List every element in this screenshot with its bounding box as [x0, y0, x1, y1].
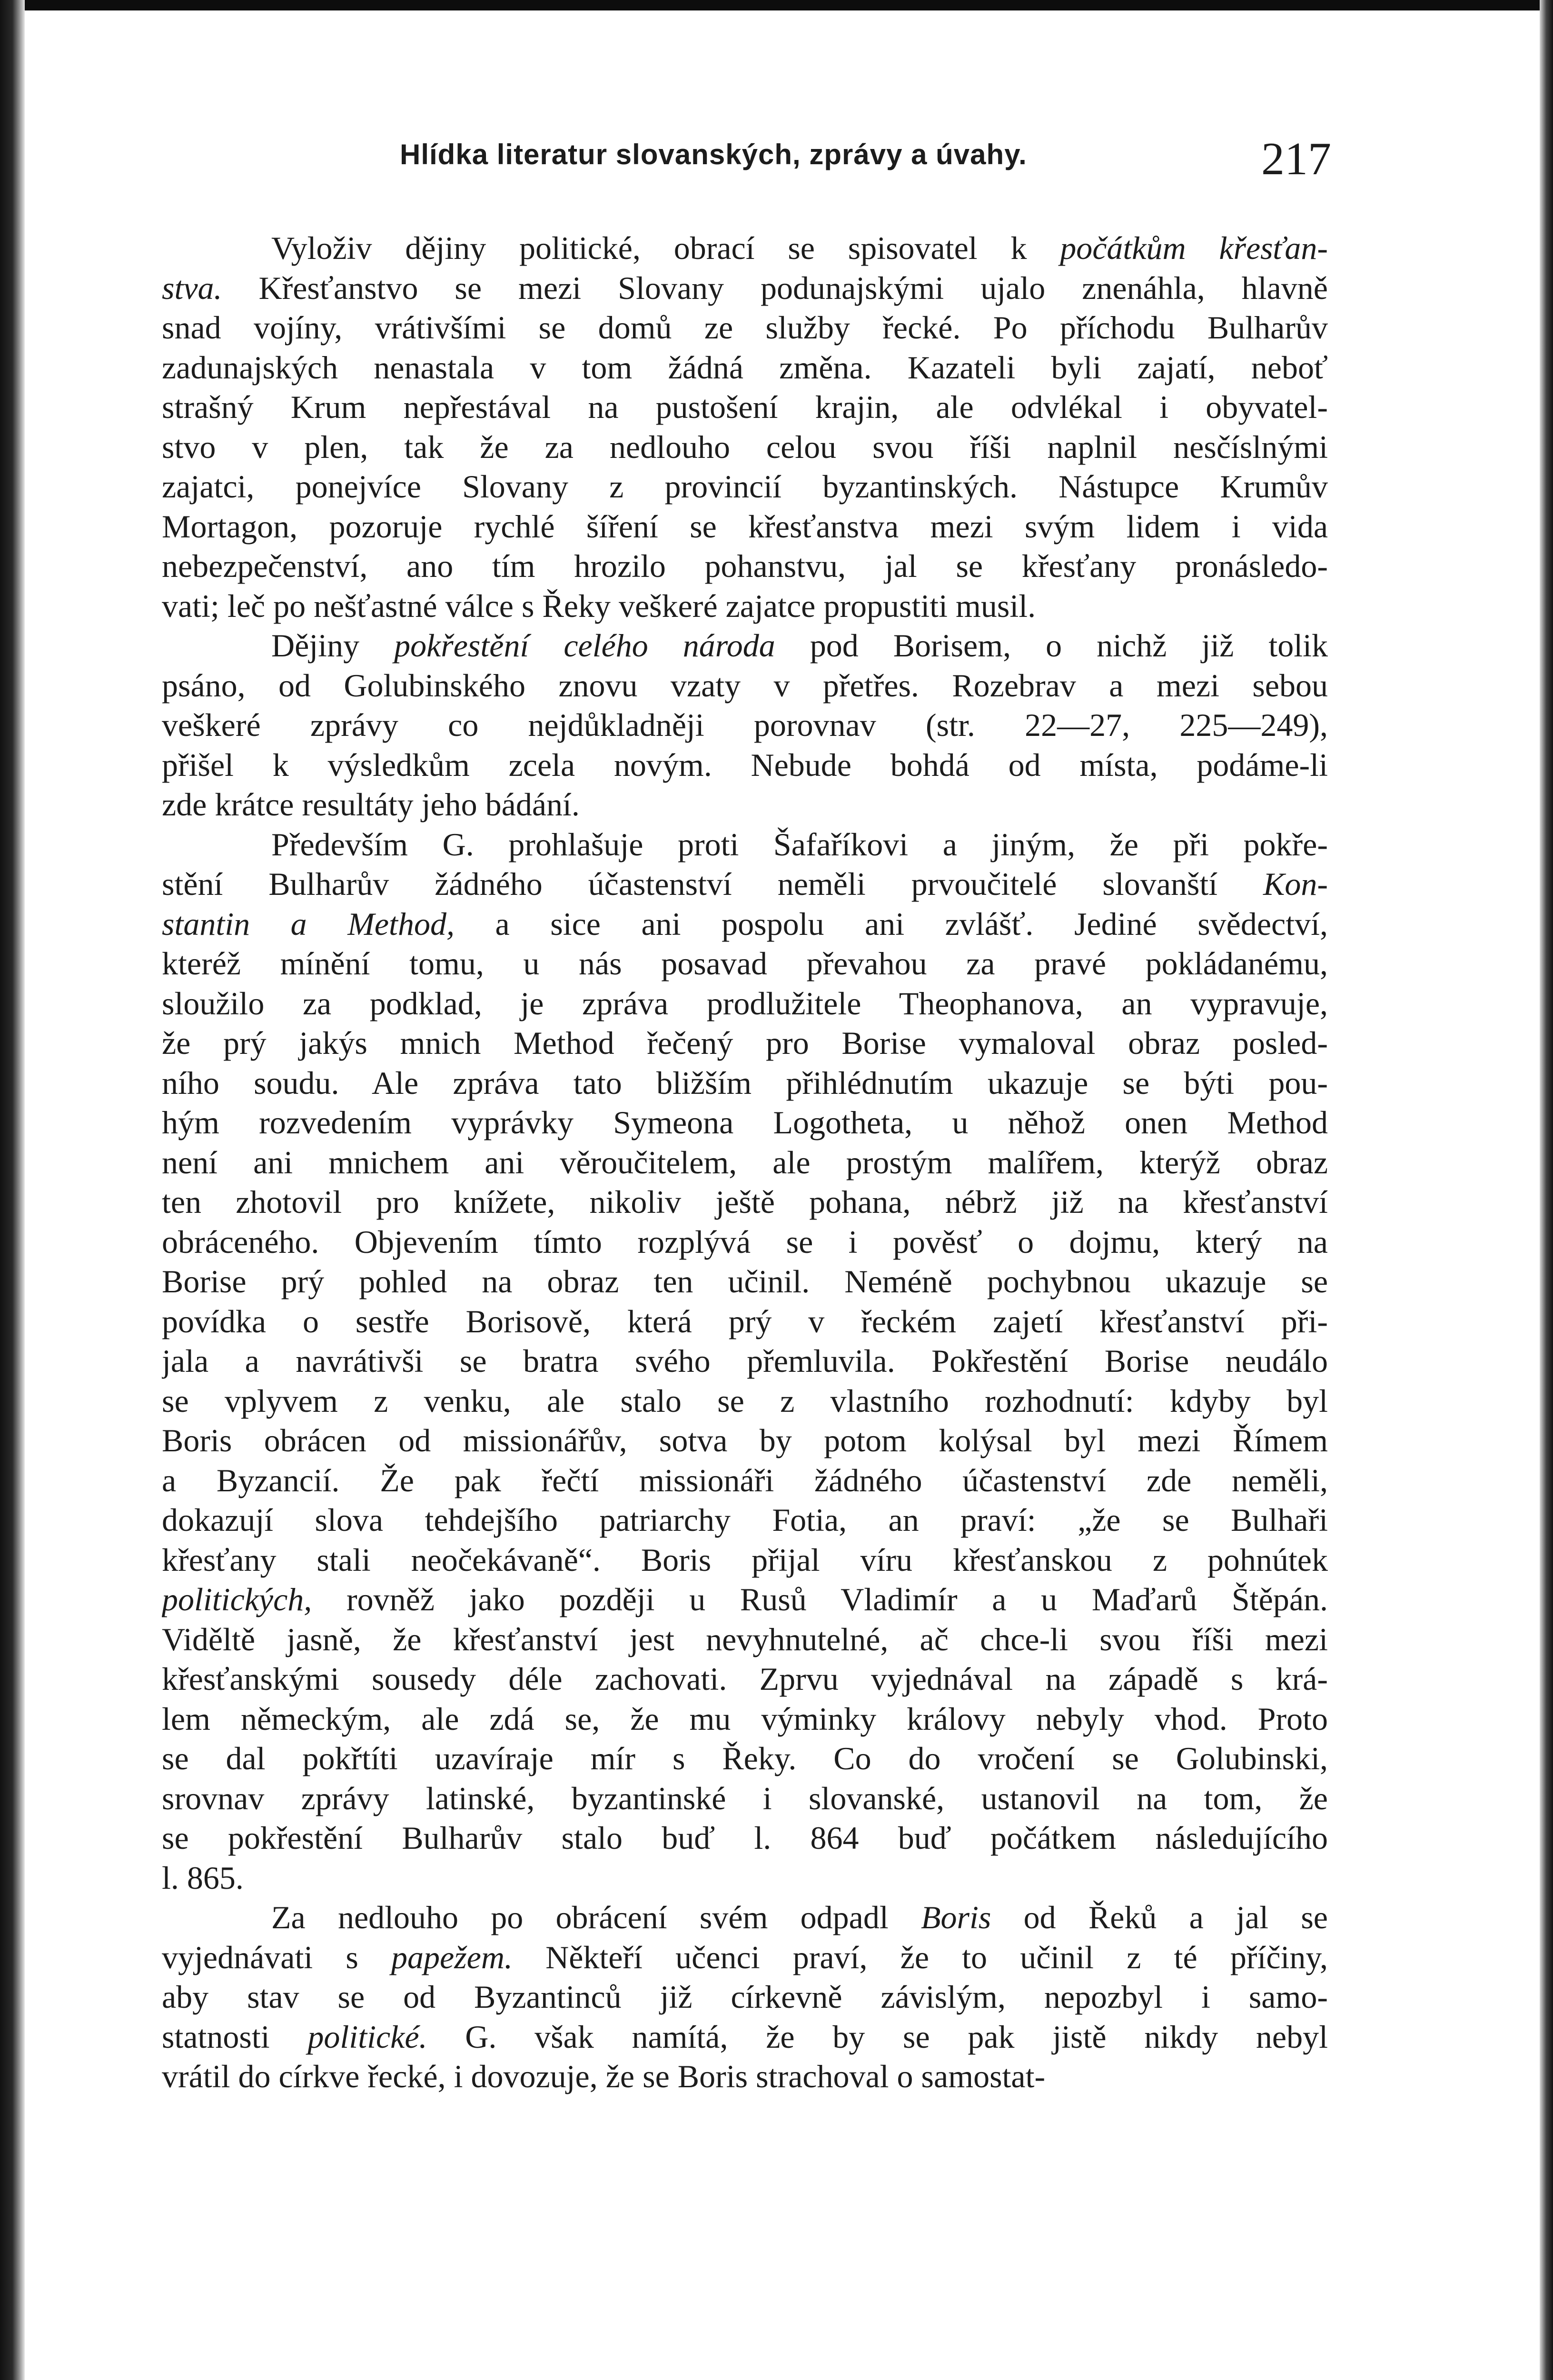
- text-line: [162, 1421, 1328, 1461]
- text-line: [162, 825, 1328, 865]
- italic-text: papežem.: [391, 1939, 513, 1975]
- text-line: [162, 1302, 1328, 1342]
- text-line: [162, 268, 1328, 308]
- paragraph: [162, 626, 1328, 825]
- scan-border-left: [0, 0, 25, 2380]
- text-line: [162, 1898, 1328, 1938]
- text-run: G. však namítá, že by se pak jistě nikdy nebyl: [427, 2018, 1328, 2055]
- text-run: psáno, od Golubinského znovu vzaty v přetřes. Rozebrav a mezi sebou: [162, 667, 1328, 704]
- italic-text: pokřestění celého národa: [394, 627, 775, 664]
- text-line: [162, 507, 1328, 547]
- text-run: Dějiny: [271, 627, 395, 664]
- text-line: [162, 546, 1328, 586]
- text-line: [162, 387, 1328, 427]
- text-run: vati; leč po nešťastné válce s Řeky veškeré zajatce propustiti musil.: [162, 587, 1036, 624]
- text-line: [162, 785, 1328, 825]
- text-run: stvo v plen, tak že za nedlouho celou svou říši naplnil nesčíslnými: [162, 428, 1328, 465]
- text-run: hým rozvedením vyprávky Symeona Logotheta, u něhož onen Method: [162, 1104, 1328, 1140]
- text-line: [162, 1779, 1328, 1819]
- text-line: [162, 666, 1328, 706]
- italic-text: počátkům křesťan-: [1060, 230, 1328, 266]
- text-line: [162, 1818, 1328, 1858]
- page-number: 217: [1261, 133, 1331, 185]
- text-run: nebezpečenství, ano tím hrozilo pohanstvu, jal se křesťany pronásledo-: [162, 548, 1328, 584]
- text-line: [162, 984, 1328, 1024]
- italic-text: politické.: [307, 2018, 427, 2055]
- text-line: [162, 1659, 1328, 1699]
- text-line: [162, 1500, 1328, 1540]
- text-line: [162, 427, 1328, 467]
- text-run: povídka o sestře Borisově, která prý v řeckém zajetí křesťanství při-: [162, 1303, 1328, 1339]
- text-line: [162, 626, 1328, 666]
- italic-text: Boris: [921, 1899, 991, 1935]
- scan-border-right: [1540, 0, 1553, 2380]
- text-run: vrátil do církve řecké, i dovozuje, že se Boris strachoval o samostat-: [162, 2058, 1046, 2094]
- scan-border-top: [0, 0, 1553, 10]
- text-line: [162, 1739, 1328, 1779]
- text-line: [162, 1699, 1328, 1739]
- text-run: Za nedlouho po obrácení svém odpadl: [271, 1899, 921, 1935]
- text-run: Především G. prohlašuje proti Šafaříkovi a jiným, že při pokře-: [271, 826, 1328, 863]
- text-run: srovnav zprávy latinské, byzantinské i slovanské, ustanovil na tom, že: [162, 1780, 1328, 1816]
- text-line: [162, 1977, 1328, 2017]
- text-line: [162, 228, 1328, 268]
- text-line: [162, 348, 1328, 388]
- text-line: [162, 864, 1328, 904]
- text-run: se vplyvem z venku, ale stalo se z vlastního rozhodnutí: kdyby byl: [162, 1382, 1328, 1419]
- text-run: l. 865.: [162, 1859, 244, 1896]
- text-run: dokazují slova tehdejšího patriarchy Fotia, an praví: „že se Bulhaři: [162, 1502, 1328, 1538]
- text-run: křesťany stali neočekávaně“. Boris přijal víru křesťanskou z pohnútek: [162, 1541, 1328, 1578]
- text-run: přišel k výsledkům zcela novým. Nebude bohdá od místa, podáme-li: [162, 746, 1328, 783]
- text-line: [162, 467, 1328, 507]
- running-head: Hlídka literatur slovanských, zprávy a úvahy.: [400, 139, 1027, 170]
- text-run: a Byzancií. Že pak řečtí missionáři žádného účastenství zde neměli,: [162, 1462, 1328, 1498]
- paragraph: [162, 1898, 1328, 2097]
- text-run: Viděltě jasně, že křesťanství jest nevyhnutelné, ač chce-li svou říši mezi: [162, 1621, 1328, 1657]
- text-run: pod Borisem, o nichž již tolik: [775, 627, 1328, 664]
- text-line: [162, 1182, 1328, 1222]
- text-run: lem německým, ale zdá se, že mu výminky královy nebyly vhod. Proto: [162, 1700, 1328, 1737]
- text-run: strašný Krum nepřestával na pustošení krajin, ale odvlékal i obyvatel-: [162, 389, 1328, 425]
- text-run: že prý jakýs mnich Method řečený pro Borise vymaloval obraz posled-: [162, 1025, 1328, 1061]
- text-line: [162, 944, 1328, 984]
- text-line: [162, 1222, 1328, 1262]
- text-line: [162, 1620, 1328, 1660]
- body-text: [162, 228, 1328, 2097]
- italic-text: politických,: [162, 1581, 312, 1617]
- text-run: Křesťanstvo se mezi Slovany podunajskými ujalo znenáhla, hlavně: [222, 269, 1328, 306]
- text-line: [162, 904, 1328, 944]
- text-line: [162, 586, 1328, 626]
- italic-text: Kon-: [1263, 866, 1328, 902]
- text-line: [162, 1540, 1328, 1580]
- text-run: zde krátce resultáty jeho bádání.: [162, 786, 580, 823]
- italic-text: stva.: [162, 269, 222, 306]
- text-run: sloužilo za podklad, je zpráva prodlužitele Theophanova, an vypravuje,: [162, 985, 1328, 1021]
- text-run: Mortagon, pozoruje rychlé šíření se křesťanstva mezi svým lidem i vida: [162, 508, 1328, 545]
- text-run: Borise prý pohled na obraz ten učinil. Neméně pochybnou ukazuje se: [162, 1263, 1328, 1299]
- text-run: od Řeků a jal se: [991, 1899, 1328, 1935]
- text-line: [162, 1461, 1328, 1501]
- text-line: [162, 1341, 1328, 1381]
- text-run: se dal pokřtíti uzavíraje mír s Řeky. Co do vročení se Golubinski,: [162, 1740, 1328, 1776]
- text-run: rovněž jako později u Rusů Vladimír a u Maďarů Štěpán.: [312, 1581, 1328, 1617]
- text-line: [162, 1262, 1328, 1302]
- text-run: křesťanskými sousedy déle zachovati. Zprvu vyjednával na západě s krá-: [162, 1661, 1328, 1697]
- text-run: veškeré zprávy co nejdůkladněji porovnav (str. 22—27, 225—249),: [162, 707, 1328, 743]
- text-run: obráceného. Objevením tímto rozplývá se i pověsť o dojmu, který na: [162, 1223, 1328, 1260]
- text-line: [162, 1858, 1328, 1898]
- text-line: [162, 1103, 1328, 1143]
- text-run: zajatci, ponejvíce Slovany z provincií byzantinských. Nástupce Krumův: [162, 468, 1328, 505]
- text-run: ten zhotovil pro knížete, nikoliv ještě pohana, nébrž již na křesťanství: [162, 1184, 1328, 1220]
- text-line: [162, 2057, 1328, 2097]
- text-line: [162, 2017, 1328, 2057]
- text-run: stění Bulharův žádného účastenství neměli prvoučitelé slovanští: [162, 866, 1263, 902]
- paragraph: [162, 228, 1328, 626]
- italic-text: stantin a Method,: [162, 905, 455, 942]
- text-run: vyjednávati s: [162, 1939, 392, 1975]
- text-line: [162, 1143, 1328, 1183]
- text-line: [162, 1938, 1328, 1978]
- text-run: Někteří učenci praví, že to učinil z té příčiny,: [512, 1939, 1328, 1975]
- text-run: kteréž mínění tomu, u nás posavad převahou za pravé pokládanému,: [162, 945, 1328, 982]
- text-run: statnosti: [162, 2018, 308, 2055]
- text-run: se pokřestění Bulharův stalo buď l. 864 buď počátkem následujícího: [162, 1820, 1328, 1856]
- text-line: [162, 1023, 1328, 1063]
- paragraph: [162, 825, 1328, 1898]
- text-line: [162, 1381, 1328, 1421]
- text-run: aby stav se od Byzantinců již církevně závislým, nepozbyl i samo-: [162, 1979, 1328, 2015]
- text-line: [162, 1580, 1328, 1620]
- text-run: a sice ani pospolu ani zvlášť. Jediné svědectví,: [454, 905, 1328, 942]
- text-line: [162, 705, 1328, 745]
- text-run: jala a navrátivši se bratra svého přemluvila. Pokřestění Borise neudálo: [162, 1343, 1328, 1379]
- text-line: [162, 308, 1328, 348]
- text-line: [162, 1063, 1328, 1103]
- text-run: není ani mnichem ani věroučitelem, ale prostým malířem, kterýž obraz: [162, 1144, 1328, 1180]
- text-run: zadunajských nenastala v tom žádná změna. Kazateli byli zajatí, neboť: [162, 349, 1328, 386]
- text-run: ního soudu. Ale zpráva tato bližším přihlédnutím ukazuje se býti pou-: [162, 1064, 1328, 1101]
- text-line: [162, 745, 1328, 785]
- text-run: Boris obrácen od missionářův, sotva by potom kolýsal byl mezi Římem: [162, 1422, 1328, 1458]
- text-run: snad vojíny, vrátivšími se domů ze služby řecké. Po příchodu Bulharův: [162, 309, 1328, 346]
- text-run: Vyloživ dějiny politické, obrací se spisovatel k: [271, 230, 1060, 266]
